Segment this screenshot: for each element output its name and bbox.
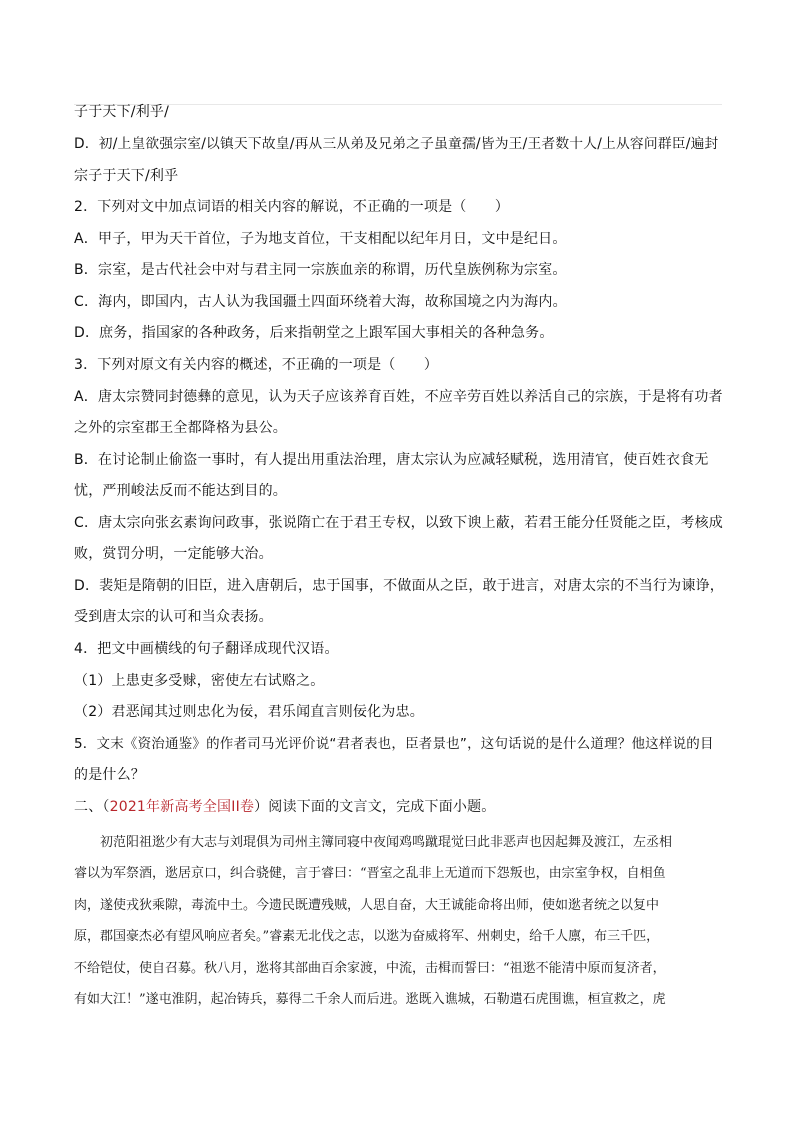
passage-line-3: 肉，遂使戎狄乘隙，毒流中土。今遗民既遭残贼，人思自奋，大王诚能命将出师，使如逖者统之以复中 [74, 898, 660, 913]
question-2-stem: 2．下列对文中加点词语的相关内容的解说，不正确的一项是（ ） [74, 199, 510, 215]
question-5-stem-continued: 的是什么？ [74, 767, 145, 783]
section-prefix: 二、（ [74, 799, 110, 815]
question-3-option-d: D．裴矩是隋朝的旧臣，进入唐朝后，忠于国事，不做面从之臣，敢于进言，对唐太宗的不当行为谏诤， [74, 578, 724, 594]
question-4-item-1: （1）上患吏多受赇，密使左右试赂之。 [74, 673, 325, 689]
question-2-option-a: A．甲子，甲为天干首位，子为地支首位，干支相配以纪年月日，文中是纪日。 [74, 231, 567, 247]
question-2-option-c: C．海内，即国内，古人认为我国疆土四面环绕着大海，故称国境之内为海内。 [74, 294, 567, 310]
question-4-item-2: （2）君恶闻其过则忠化为佞，君乐闻直言则佞化为忠。 [74, 704, 424, 720]
question-2-option-b: B．宗室，是古代社会中对与君主同一宗族血亲的称谓，历代皇族例称为宗室。 [74, 262, 567, 278]
passage-line-4: 原，郡国豪杰必有望风响应者矣。”睿素无北伐之志，以逖为奋威将军、州刺史，给千人廪，布三千匹， [74, 929, 660, 944]
question-3-option-b: B．在讨论制止偷盗一事时，有人提出用重法治理，唐太宗认为应减轻赋税，选用清官，使百姓衣食无 [74, 452, 709, 468]
question-3-option-c-continued: 败，赏罚分明，一定能够大治。 [74, 546, 273, 562]
passage-line-2: 睿以为军祭酒，逖居京口，纠合骁健，言于睿曰：“晋室之乱非上无道而下怨叛也，由宗室争权，自相鱼 [74, 866, 666, 881]
question-3-option-a: A．唐太宗赞同封德彝的意见，认为天子应该养育百姓，不应辛劳百姓以养活自己的宗族，于是将有功者 [74, 389, 723, 405]
question-2-option-d: D．庶务，指国家的各种政务，后来指朝堂之上跟军国大事相关的各种急务。 [74, 325, 554, 341]
option-c-continued-line: 子于天下/利乎/ [74, 104, 170, 120]
passage-line-6: 有如大江！”遂屯淮阴，起冶铸兵，募得二千余人而后进。逖既入谯城，石勒遣石虎围谯，桓宣救之，虎 [74, 992, 666, 1007]
passage-line-5: 不给铠仗，使自召募。秋八月，逖将其部曲百余家渡，中流，击楫而誓曰：“祖逖不能清中原而复济者， [74, 961, 666, 976]
question-3-option-b-continued: 忧，严刑峻法反而不能达到目的。 [74, 483, 287, 499]
question-4-stem: 4．把文中画横线的句子翻译成现代汉语。 [74, 641, 339, 657]
option-d-continued-line: 宗子于天下/利乎 [74, 168, 179, 184]
question-3-option-d-continued: 受到唐太宗的认可和当众表扬。 [74, 609, 273, 625]
question-3-option-a-continued: 之外的宗室郡王全都降格为县公。 [74, 420, 287, 436]
section-heading [74, 797, 724, 817]
question-3-option-c: C．唐太宗向张玄素询问政事，张说隋亡在于君王专权，以致下谀上蔽，若君王能分任贤能之臣，考核成 [74, 515, 723, 531]
section-instruction: ）阅读下面的文言文，完成下面小题。 [254, 799, 496, 815]
section-source-label: 2021年新高考全国II卷 [109, 799, 255, 815]
question-5-stem: 5．文末《资治通鉴》的作者司马光评价说“君者表也，臣者景也”，这句话说的是什么道理？他这样说的目 [74, 736, 714, 752]
option-d-line: D．初/上皇欲强宗室/以镇天下故皇/再从三从弟及兄弟之子虽童孺/皆为王/王者数十人/上从容问群臣/遍封 [74, 136, 719, 152]
passage-line-1: 初范阳祖逖少有大志与刘琨俱为司州主簿同寝中夜闻鸡鸣蹴琨觉曰此非恶声也因起舞及渡江，左丞相 [74, 835, 673, 850]
question-3-stem: 3．下列对原文有关内容的概述，不正确的一项是（ ） [74, 357, 439, 373]
